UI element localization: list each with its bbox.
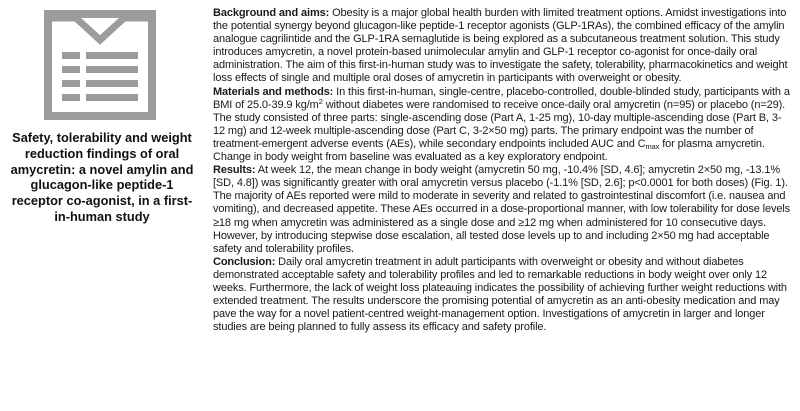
- methods-text-end: for plasma amycretin. Change in body weight from baseline was evaluated as a key exploratory endpoint.: [213, 137, 765, 164]
- methods-text-continued: without diabetes were randomised to receive once-daily oral amycretin (n=95) or placebo (n=29). The study consisted of three parts: single-ascending dose (Part A, 1-25 mg), 10-day multiple-ascending dose (Part B, 3-12 mg) and 12-week multiple-ascending dose (Part C, 3-2×50 mg) parts. The primary endpoint was the number of treatment-emergent adverse events (AEs), while secondary endpoints included AUC and C: [213, 98, 786, 150]
- abstract-body: [213, 7, 793, 334]
- conclusion-text: Daily oral amycretin treatment in adult participants with overweight or obesity and without diabetes demonstrated acceptable safety and tolerability profiles and led to remarkable reductions in body weight over only 12 weeks. Furthermore, the lack of weight loss plateauing indicates the possibility of achieving further weight reductions with extended treatment. The results underscore the promising potential of amycretin as an anti-obesity medication and may pave the way for a novel patient-centred weight-management option. Investigations of amycretin in larger and longer studies are being planned to fully assess its efficacy and safety profile.: [213, 255, 787, 334]
- document-icon: [40, 6, 160, 124]
- methods-heading: Materials and methods:: [213, 85, 334, 98]
- methods-text: In this first-in-human, single-centre, placebo-controlled, double-blinded study, participants with a BMI of 25.0-39.9 kg/m: [213, 85, 790, 111]
- abstract-title: Safety, tolerability and weight reduction findings of oral amycretin: a novel amylin and glucagon-like peptide-1 receptor co-agonist, in a first-in-human study: [10, 130, 194, 224]
- conclusion-heading: Conclusion:: [213, 255, 276, 268]
- results-section: [213, 164, 793, 256]
- background-text: Obesity is a major global health burden with limited treatment options. Amidst investigations into the potential synergy beyond glucagon-like peptide-1 receptor agonists (GLP-1RAs), the combined efficacy of the amylin analogue cagrilintide and the GLP-1RA semaglutide is being explored as a subcutaneous treatment solution. This study introduces amycretin, a novel protein-based unimolecular amylin and GLP-1 receptor co-agonist for once-daily oral administration. The aim of this first-in-human study was to investigate the safety, tolerability, pharmacokinetics and weight loss effects of single and multiple oral doses of amycretin in participants with overweight or obesity.: [213, 7, 788, 85]
- background-section: [213, 7, 793, 86]
- methods-subscript: max: [645, 141, 660, 151]
- conclusion-section: [213, 256, 793, 335]
- results-heading: Results:: [213, 164, 256, 177]
- methods-section: [213, 86, 793, 165]
- results-text: At week 12, the mean change in body weight (amycretin 50 mg, -10.4% [SD, 4.6]; amycretin 2×50 mg, -13.1% [SD, 4.8]) was significantly greater with oral amycretin versus placebo (-1.1% [SD, 2.6]; p<0.0001 for both doses) (Fig. 1). The majority of AEs reported were mild to moderate in severity and related to gastrointestinal discomfort (i.e. nausea and vomiting), and decreased appetite. These AEs occurred in a dose-proportional manner, with low tolerability for dose levels ≥18 mg when amycretin was administered as a single dose and ≥12 mg when administered for 10 consecutive days. However, by introducing stepwise dose escalation, all tested dose levels up to and including 2×50 mg had acceptable safety and tolerability profiles.: [213, 164, 791, 255]
- methods-superscript: 2: [318, 96, 323, 106]
- background-heading: Background and aims:: [213, 7, 330, 19]
- left-panel: [0, 0, 200, 411]
